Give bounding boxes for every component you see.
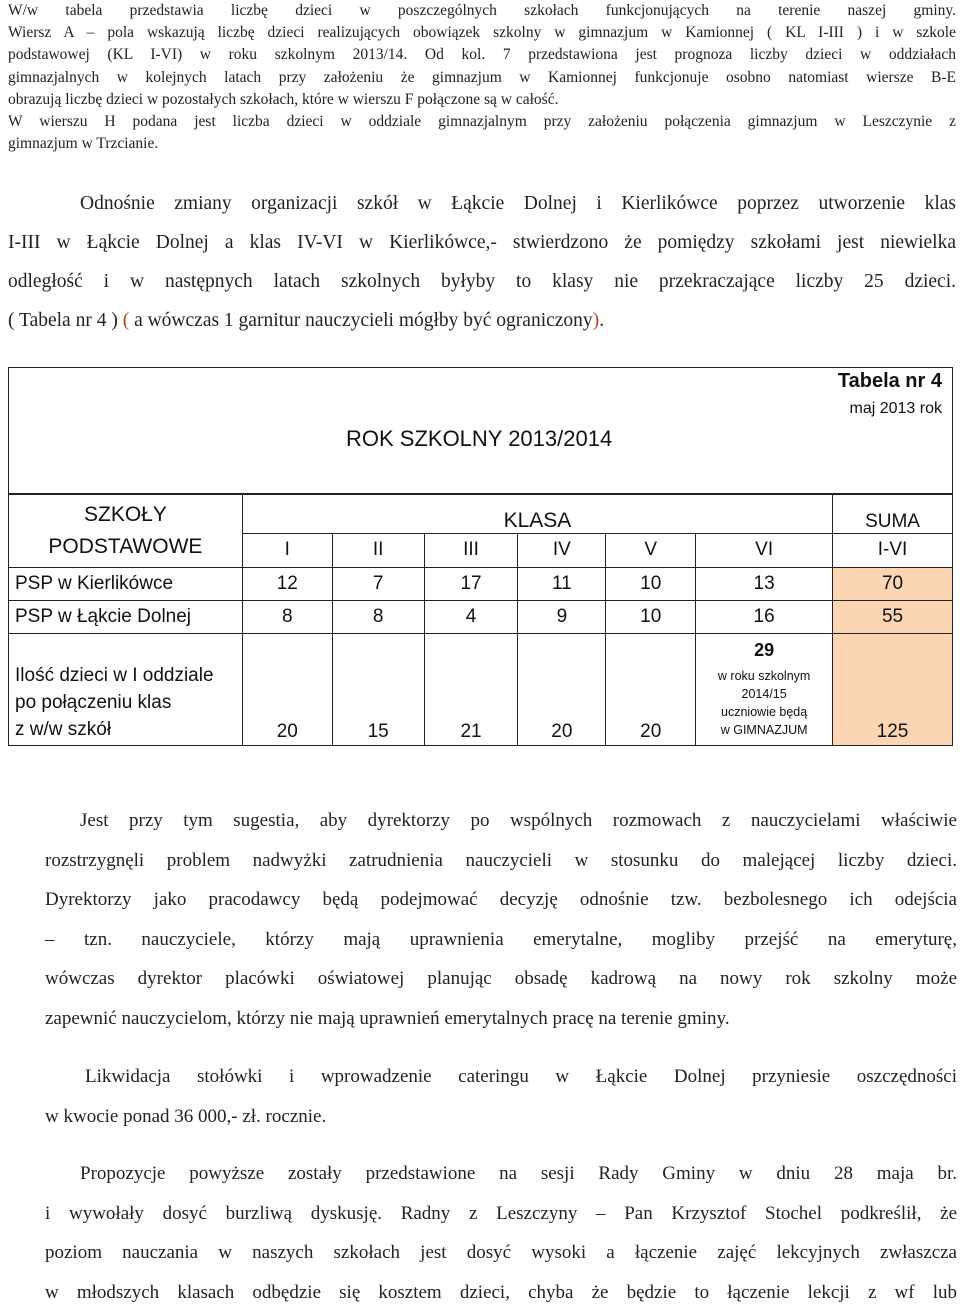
intro-line: gimnazjum w Trzcianie. [8, 133, 956, 155]
intro-line: Wiersz A – pola wskazują liczbę dzieci realizujących obowiązek szkolny w gimnazjum w Kamionnej ( KL I-III ) i w szkole [8, 22, 956, 44]
table-cell: 9 [518, 600, 606, 633]
paragraph-line: wówczas dyrektor placówki oświatowej planując obsadę kadrową na nowy rok szkolny może [45, 959, 957, 999]
table-date: maj 2013 rok [850, 400, 943, 418]
paragraph-line: w młodszych klasach odbędzie się kosztem dzieci, chyba że będzie to łączenie lekcji z wf lub [45, 1273, 957, 1312]
table-cell: 12 [242, 567, 332, 600]
schools-header: SZKOŁY PODSTAWOWE [9, 494, 243, 567]
paragraph-line: – tzn. nauczyciele, którzy mają uprawnienia emerytalne, mogliby przejść na emeryturę, [45, 920, 957, 960]
table-header-block [9, 368, 953, 495]
intro-line: W wierszu H podana jest liczba dzieci w oddziale gimnazjalnym przy założeniu połączenia gimnazjum w Leszczynie z [8, 111, 956, 133]
intro-line: obrazują liczbę dzieci w pozostałych szkołach, które w wierszu F połączone są w całość. [8, 89, 956, 111]
table-cell: 11 [518, 567, 606, 600]
vi-number: 29 [696, 640, 832, 661]
table-row-merged [9, 633, 953, 745]
paragraph-line: I-III w Łąkcie Dolnej a klas IV-VI w Kierlikówce,- stwierdzono że pomiędzy szkołami jest niewielka [8, 223, 956, 262]
sum-cell: 55 [833, 600, 953, 633]
session-paragraph [45, 1154, 957, 1312]
merged-row-label: Ilość dzieci w I oddziale po połączeniu klas z w/w szkół [9, 633, 243, 745]
table-cell: 20 [518, 633, 606, 745]
intro-paragraph [8, 0, 956, 155]
gimnazjum-note-cell: 29 w roku szkolnym 2014/15 uczniowie będą w GIMNAZJUM [696, 633, 833, 745]
table-cell: 7 [332, 567, 424, 600]
paragraph-line: i wywołały dosyć burzliwą dyskusję. Radny z Leszczyny – Pan Krzysztof Stochel podkreślił, że [45, 1194, 957, 1234]
class-header: I-VI [833, 533, 953, 567]
table-row [9, 600, 953, 633]
table-cell: 16 [696, 600, 833, 633]
class-header: VI [696, 533, 833, 567]
paragraph-line: Likwidacja stołówki i wprowadzenie cateringu w Łąkcie Dolnej przyniesie oszczędności [45, 1057, 957, 1097]
school-name: PSP w Kierlikówce [9, 567, 243, 600]
intro-line: W/w tabela przedstawia liczbę dzieci w poszczególnych szkołach funkcjonujących na terenie naszej gminy. [8, 0, 956, 22]
paragraph-line: Dyrektorzy jako pracodawcy będą podejmować decyzję odnośnie tzw. bezbolesnego ich odejścia [45, 880, 957, 920]
intro-line: podstawowej (KL I-VI) w roku szkolnym 2013/14. Od kol. 7 przedstawiona jest prognoza liczby dzieci w oddziałach [8, 44, 956, 66]
school-name: PSP w Łąkcie Dolnej [9, 600, 243, 633]
class-header: I [242, 533, 332, 567]
table-cell: 4 [424, 600, 518, 633]
table-number: Tabela nr 4 [838, 370, 942, 393]
suggestion-paragraph [45, 801, 957, 1038]
class-header: IV [518, 533, 606, 567]
paragraph-line: Jest przy tym sugestia, aby dyrektorzy po wspólnych rozmowach z nauczycielami właściwie [45, 801, 957, 841]
class-header: V [606, 533, 696, 567]
table-cell: 10 [606, 567, 696, 600]
table-row [9, 567, 953, 600]
table-cell: 20 [242, 633, 332, 745]
table-cell: 17 [424, 567, 518, 600]
paragraph-line: ( Tabela nr 4 ) ( a wówczas 1 garnitur nauczycieli mógłby być ograniczony). [8, 301, 956, 340]
class-header: II [332, 533, 424, 567]
school-year-title: ROK SZKOLNY 2013/2014 [346, 426, 612, 452]
school-table [8, 367, 953, 746]
table-cell: 15 [332, 633, 424, 745]
catering-paragraph [45, 1057, 957, 1136]
class-header: III [424, 533, 518, 567]
table-cell: 8 [332, 600, 424, 633]
table-cell: 13 [696, 567, 833, 600]
sum-cell: 70 [833, 567, 953, 600]
table-cell: 20 [606, 633, 696, 745]
paragraph-line: zapewnić nauczycielom, którzy nie mają uprawnień emerytalnych pracę na terenie gminy. [45, 999, 957, 1039]
table-cell: 10 [606, 600, 696, 633]
organization-change-paragraph [8, 184, 956, 340]
paragraph-line: w kwocie ponad 36 000,- zł. rocznie. [45, 1097, 957, 1137]
paragraph-line: Odnośnie zmiany organizacji szkół w Łąkcie Dolnej i Kierlikówce poprzez utworzenie klas [8, 184, 956, 223]
suma-header: SUMA [833, 494, 953, 533]
paragraph-line: Propozycje powyższe zostały przedstawione na sesji Rady Gminy w dniu 28 maja br. [45, 1154, 957, 1194]
sum-cell: 125 [833, 633, 953, 745]
paragraph-line: poziom nauczania w naszych szkołach jest dosyć wysoki a łączenie zajęć lekcyjnych zwłaszcza [45, 1233, 957, 1273]
paragraph-line: odległość i w następnych latach szkolnych byłyby to klasy nie przekraczające liczby 25 dzieci. [8, 262, 956, 301]
table-cell: 21 [424, 633, 518, 745]
intro-line: gimnazjalnych w kolejnych latach przy założeniu że gimnazjum w Kamionnej funkcjonuje osobno natomiast wiersze B-E [8, 67, 956, 89]
klasa-header: KLASA [242, 494, 832, 533]
paragraph-line: rozstrzygnęli problem nadwyżki zatrudnienia nauczycieli w stosunku do malejącej liczby dzieci. [45, 841, 957, 881]
table-cell: 8 [242, 600, 332, 633]
